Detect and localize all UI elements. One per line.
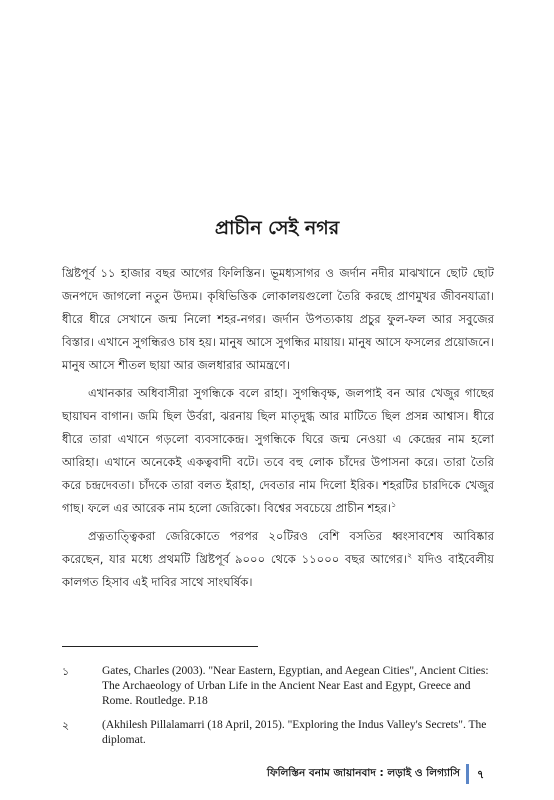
footnote-ref-1[interactable]: ১ xyxy=(391,500,397,510)
paragraph-3-text: প্রত্নতাত্ত্বিকরা জেরিকোতে পরপর ২০টিরও বেশি বসতির ধ্বংসাবশেষ আবিষ্কার করেছেন, যার মধ্যে প্রথমটি খ্রিষ্টপূর্ব ৯০০০ থেকে ১১০০০ বছর আগের। xyxy=(62,529,494,566)
paragraph-1 xyxy=(62,262,494,377)
footnote-1 xyxy=(62,664,494,709)
footnotes xyxy=(62,664,494,757)
paragraph-2-text: এখানকার অধিবাসীরা সুগন্ধিকে বলে রাহা। সুগন্ধিবৃক্ষ, জলপাই বন আর খেজুর গাছের ছায়াঘন বাগান। জমি ছিল উর্বরা, ঝরনায় ছিল মাতৃদুগ্ধ আর মাটিতে ছিল প্রসন্ন আশ্বাস। ধীরে ধীরে তারা এখানে গড়লো ব্যবসাকেন্দ্র। সুগন্ধিকে ঘিরে জন্ম নেওয়া এ কেন্দ্রের নাম হলো আরিহা। এখানে অনেকেই একত্ববাদী বটে। তবে বহু লোক চাঁদের উপাসনা করে। তারা তৈরি করে চন্দ্রদেবতা। চাঁদকে তারা বলত ইরাহা, দেবতার নাম দিলো ইরিক। শহরটির চারদিকে খেজুর গাছ। ফলে এর আরেক নাম হলো জেরিকো। বিশ্বের সবচেয়ে প্রাচীন শহর। xyxy=(62,386,494,515)
paragraph-3 xyxy=(62,525,494,594)
chapter-title: প্রাচীন সেই নগর xyxy=(214,217,340,239)
footer-accent-bar xyxy=(466,764,469,784)
paragraph-3-tail: যদিও বাইবেলীয় কালগত হিসাব এই দাবির সাথে সাংঘর্ষিক। xyxy=(62,552,494,589)
running-footer xyxy=(0,764,554,784)
footnote-2 xyxy=(62,718,494,748)
paragraph-1-text: খ্রিষ্টপূর্ব ১১ হাজার বছর আগের ফিলিস্তিন। ভূমধ্যসাগর ও জর্দান নদীর মাঝখানে ছোট ছোট জনপদে জাগলো নতুন উদ্যম। কৃষিভিত্তিক লোকালয়গুলো তৈরি করছে প্রাণমুখর জীবনযাত্রা। ধীরে ধীরে সেখানে জন্ম নিলো শহর-নগর। জর্দান উপত্যকায় প্রচুর ফুল-ফল আর সবুজের বিস্তার। এখানে সুগন্ধিরও চাষ হয়। মানুষ আসে সুগন্ধির মায়ায়। মানুষ আসে ফসলের প্রয়োজনে। মানুষ আসে শীতল ছায়া আর জলধারার আমন্ত্রণে। xyxy=(62,266,494,372)
footnote-text: Gates, Charles (2003). "Near Eastern, Egyptian, and Aegean Cities", Ancient Cities: The Archaeology of Urban Life in the Ancient Near East and Egypt, Greece and Rome. Routledge. P.18 xyxy=(102,665,489,707)
page-number: ৭ xyxy=(477,768,485,781)
footnote-number: ২ xyxy=(62,719,70,732)
footnote-divider xyxy=(62,646,258,647)
footnote-ref-2[interactable]: ২ xyxy=(406,551,413,561)
running-title: ফিলিস্তিন বনাম জায়ানবাদ : লড়াই ও লিগ্যাসি xyxy=(266,767,460,779)
footnote-number: ১ xyxy=(62,665,70,678)
body-text xyxy=(62,262,494,599)
footnote-text: (Akhilesh Pillalamarri (18 April, 2015). "Exploring the Indus Valley's Secrets". The diplomat. xyxy=(102,719,487,746)
paragraph-2 xyxy=(62,382,494,520)
